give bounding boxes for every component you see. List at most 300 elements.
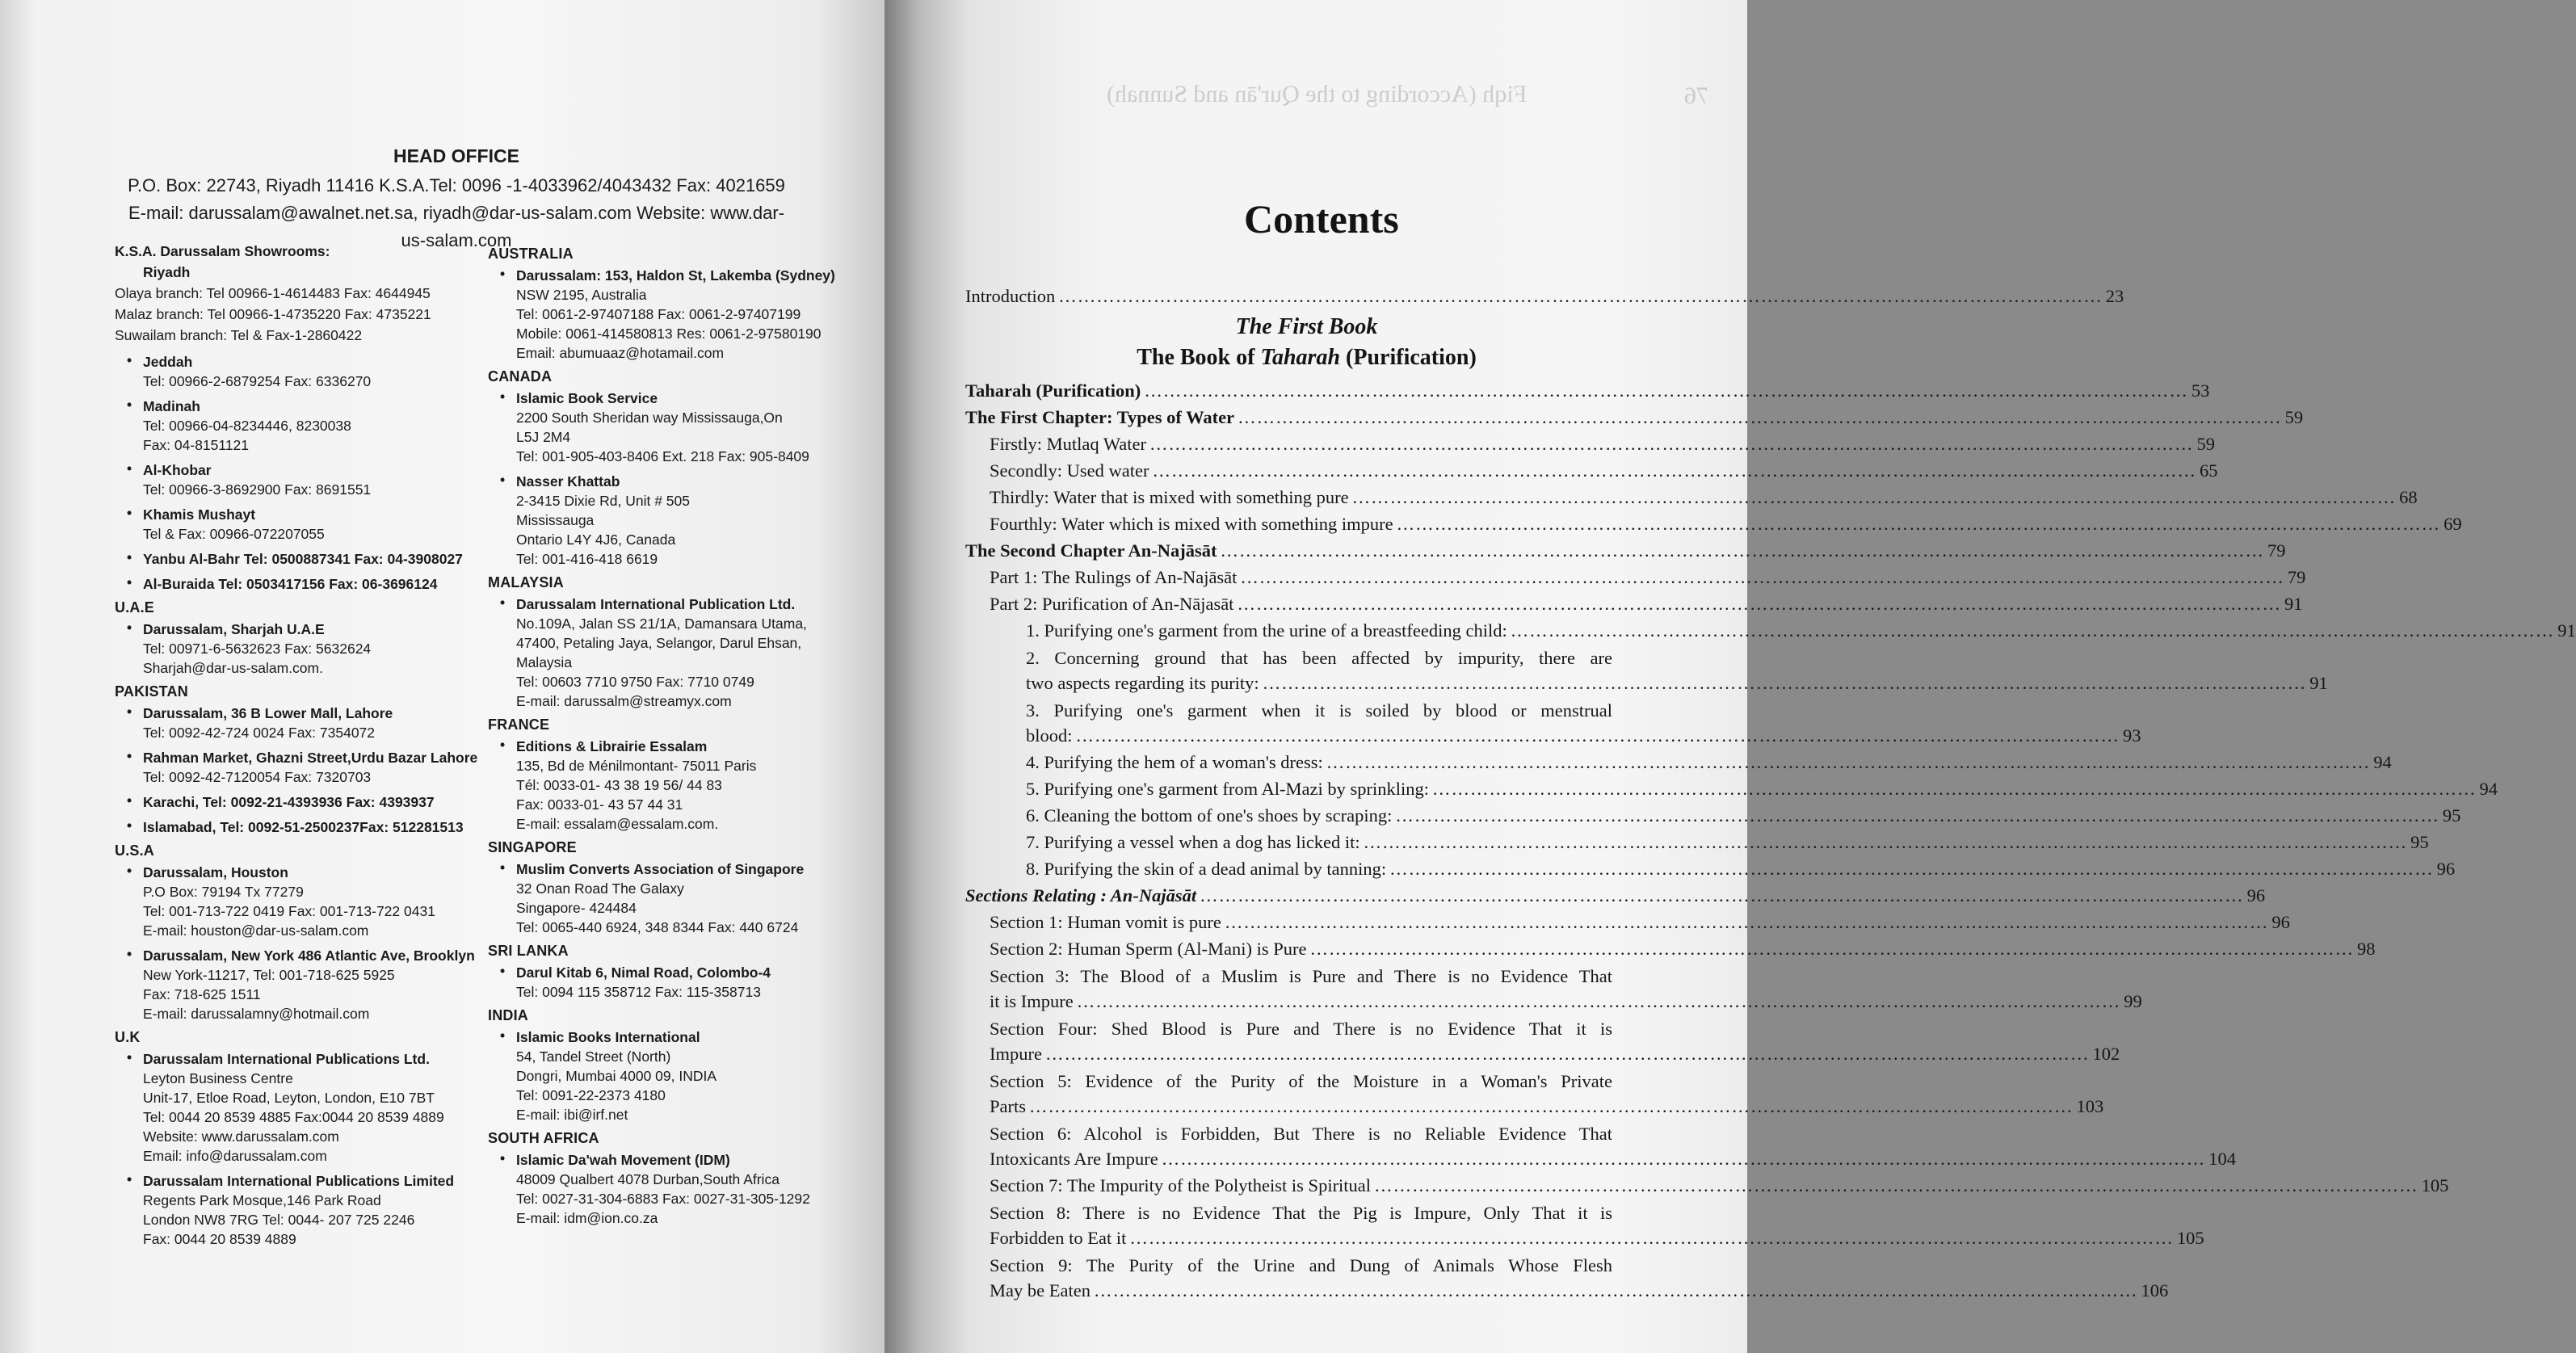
- toc-row: [990, 564, 2306, 590]
- toc-title: 7. Purifying a vessel when a dog has licked it:: [1026, 832, 1360, 852]
- toc-page: 91: [2284, 594, 2303, 614]
- entry-heading: Darussalam: 153, Haldon St, Lakemba (Sydney): [516, 267, 835, 284]
- toc-leader: …………………………………………………………………………………………………………………………………………………: [1200, 885, 2244, 906]
- entry-line: 2-3415 Dixie Rd, Unit # 505: [516, 493, 690, 509]
- toc-title: blood:: [1026, 725, 1073, 746]
- entry-heading: Darussalam, Houston: [143, 864, 288, 880]
- address-entry: [488, 389, 843, 466]
- south-africa-entries: [488, 1150, 843, 1228]
- entry-line: Tel: 0091-22-2373 4180: [516, 1087, 666, 1103]
- entry-line: Tel: 001-416-418 6619: [516, 551, 658, 567]
- entry-line: L5J 2M4: [516, 429, 571, 445]
- toc-page: 91: [2557, 620, 2576, 641]
- address-entry: [488, 1027, 843, 1124]
- toc-row: [1026, 855, 2456, 882]
- toc-entry[interactable]: [965, 1121, 2236, 1172]
- toc-title: Section 2: Human Sperm (Al-Mani) is Pure: [990, 939, 1307, 959]
- toc-leader: …………………………………………………………………………………………………………………………………………………: [1374, 1175, 2418, 1195]
- address-column-left: [115, 241, 478, 1254]
- toc-leader: …………………………………………………………………………………………………………………………………………………: [1144, 380, 2188, 401]
- entry-line[interactable]: Email: abumuaaz@hotamail.com: [516, 345, 725, 361]
- entry-line: P.O Box: 79194 Tx 77279: [143, 884, 304, 900]
- toc-entry[interactable]: [965, 1069, 2104, 1120]
- toc-page: 96: [2246, 885, 2266, 906]
- ksa-branch: Suwailam branch: Tel & Fax-1-2860422: [115, 327, 363, 343]
- entry-line: Tel: 0092-42-7120054 Fax: 7320703: [143, 769, 372, 785]
- entry-heading: Islamic Book Service: [516, 390, 658, 406]
- bullet-icon: •: [127, 817, 132, 834]
- entry-heading: Al-Buraida Tel: 0503417156 Fax: 06-3696124: [143, 576, 438, 592]
- address-entry: [115, 352, 478, 391]
- toc-page: 69: [2444, 514, 2462, 534]
- entry-line: Fax: 718-625 1511: [143, 986, 261, 1002]
- toc-leader: …………………………………………………………………………………………………………………………………………………: [1093, 1280, 2138, 1300]
- toc-title: Thirdly: Water that is mixed with something pure: [990, 487, 1349, 507]
- malaysia-entries: [488, 595, 843, 711]
- toc-page: 95: [2410, 832, 2429, 852]
- toc-row: [965, 377, 2210, 404]
- entry-heading: Islamic Da'wah Movement (IDM): [516, 1152, 730, 1168]
- toc-entry[interactable]: [965, 484, 2418, 511]
- toc-leader: …………………………………………………………………………………………………………………………………………………: [1161, 1149, 2206, 1169]
- toc-row: [1026, 775, 2498, 802]
- toc-entry[interactable]: [965, 457, 2218, 484]
- entry-line: Tél: 0033-01- 43 38 19 56/ 44 83: [516, 777, 722, 793]
- toc-row: [1026, 829, 2429, 855]
- book-subtitle-post: (Purification): [1340, 345, 1477, 370]
- toc-title: two aspects regarding its purity:: [1026, 673, 1259, 693]
- toc-page: 103: [2076, 1096, 2104, 1116]
- toc-entry[interactable]: [965, 829, 2429, 855]
- bullet-icon: •: [127, 620, 132, 636]
- book-title: The First Book: [1235, 314, 1378, 339]
- toc-leader: …………………………………………………………………………………………………………………………………………………: [1238, 407, 2282, 427]
- toc-row: [1026, 723, 2141, 749]
- toc-row: [990, 1225, 2204, 1251]
- entry-line[interactable]: Sharjah@dar-us-salam.com.: [143, 660, 323, 676]
- address-entry: [115, 460, 478, 499]
- toc-title: Parts: [990, 1096, 1026, 1116]
- toc-entry[interactable]: [965, 431, 2216, 457]
- entry-heading: Darussalam, Sharjah U.A.E: [143, 621, 325, 637]
- entry-line: Singapore- 424484: [516, 900, 637, 916]
- entry-line: Tel: 001-905-403-8406 Ext. 218 Fax: 905-8409: [516, 448, 809, 464]
- address-entry: [115, 397, 478, 455]
- entry-line[interactable]: Website: www.darussalam.com: [143, 1128, 339, 1145]
- address-entry: [488, 1150, 843, 1228]
- toc-row: [990, 1278, 2169, 1304]
- bullet-icon: •: [500, 472, 506, 488]
- toc-entry[interactable]: [965, 935, 2376, 962]
- entry-line: Leyton Business Centre: [143, 1070, 293, 1086]
- toc-entry[interactable]: [965, 404, 2304, 431]
- toc-entry[interactable]: [965, 1200, 2204, 1251]
- toc-title-first-line: Section 3: The Blood of a Muslim is Pure and There is no Evidence That: [990, 966, 1612, 986]
- toc-title: The First Chapter: Types of Water: [965, 407, 1235, 427]
- toc-row: [990, 1146, 2236, 1172]
- region-title: U.A.E: [115, 599, 155, 616]
- pakistan-entries: [115, 704, 478, 837]
- toc-row: [965, 404, 2304, 431]
- toc-leader: …………………………………………………………………………………………………………………………………………………: [1152, 460, 2196, 481]
- entry-heading: Darussalam International Publications Ltd.: [143, 1051, 430, 1067]
- toc-page: 79: [2287, 567, 2306, 587]
- region-title: MALAYSIA: [488, 574, 564, 590]
- entry-line: 54, Tandel Street (North): [516, 1048, 671, 1065]
- toc-title-first-line: 2. Concerning ground that has been affected by impurity, there are: [1026, 648, 1612, 668]
- address-entry: [115, 505, 478, 544]
- toc-title-first-line: 3. Purifying one's garment when it is soiled by blood or menstrual: [1026, 700, 1612, 721]
- entry-line: Regents Park Mosque,146 Park Road: [143, 1192, 381, 1208]
- entry-heading: Darussalam, New York 486 Atlantic Ave, Brooklyn: [143, 948, 475, 964]
- toc-entry[interactable]: [965, 775, 2498, 802]
- address-column-right: [488, 241, 843, 1233]
- sri-lanka-entries: [488, 963, 843, 1002]
- india-entries: [488, 1027, 843, 1124]
- entry-line: No.109A, Jalan SS 21/1A, Damansara Utama,: [516, 616, 807, 632]
- bullet-icon: •: [127, 505, 132, 521]
- toc-title: 1. Purifying one's garment from the urine of a breastfeeding child:: [1026, 620, 1507, 641]
- entry-line: Tel: 00966-3-8692900 Fax: 8691551: [143, 481, 372, 498]
- entry-heading: Khamis Mushayt: [143, 506, 256, 523]
- address-entry: [488, 472, 843, 569]
- entry-line: NSW 2195, Australia: [516, 287, 647, 303]
- entry-line: Tel: 0092-42-724 0024 Fax: 7354072: [143, 725, 376, 741]
- toc-row: [990, 511, 2462, 537]
- toc-title-first-line: Section 8: There is no Evidence That the Pig is Impure, Only That it is: [990, 1203, 1612, 1223]
- toc-title: 5. Purifying one's garment from Al-Mazi by sprinkling:: [1026, 779, 1429, 799]
- entry-heading: Jeddah: [143, 354, 193, 370]
- bullet-icon: •: [127, 863, 132, 879]
- toc-row: [990, 484, 2418, 511]
- region-title: CANADA: [488, 368, 553, 384]
- bullet-icon: •: [127, 748, 132, 764]
- entry-line: 135, Bd de Ménilmontant- 75011 Paris: [516, 758, 757, 774]
- entry-line: Unit-17, Etloe Road, Leyton, London, E10 7BT: [143, 1090, 435, 1106]
- toc-leader: …………………………………………………………………………………………………………………………………………………: [1395, 805, 2439, 826]
- entry-line: Tel: 001-713-722 0419 Fax: 001-713-722 0431: [143, 903, 435, 919]
- toc-title: May be Eaten: [990, 1280, 1090, 1300]
- toc-page: 99: [2124, 991, 2142, 1011]
- toc-entry[interactable]: [965, 377, 2210, 404]
- toc-title-first-line: Section 6: Alcohol is Forbidden, But There is no Reliable Evidence That: [990, 1124, 1612, 1144]
- entry-heading: Islamabad, Tel: 0092-51-2500237Fax: 512281513: [143, 819, 464, 835]
- bleed-through-page-number: 76: [1684, 82, 1708, 109]
- toc-leader: …………………………………………………………………………………………………………………………………………………: [1389, 859, 2434, 879]
- toc-entry[interactable]: [965, 1172, 2449, 1199]
- toc-title: 4. Purifying the hem of a woman's dress:: [1026, 752, 1323, 772]
- entry-heading: Darussalam, 36 B Lower Mall, Lahore: [143, 705, 393, 721]
- toc-page: 23: [2105, 286, 2124, 306]
- entry-heading: Darul Kitab 6, Nimal Road, Colombo-4: [516, 964, 771, 981]
- address-entry: [115, 574, 478, 594]
- toc-title: Secondly: Used water: [990, 460, 1149, 481]
- entry-line: Mobile: 0061-414580813 Res: 0061-2-97580190: [516, 326, 822, 342]
- toc-entry[interactable]: [965, 964, 2142, 1015]
- toc-page: 95: [2442, 805, 2461, 826]
- entry-line: Tel: 0027-31-304-6883 Fax: 0027-31-305-1292: [516, 1191, 810, 1207]
- france-entries: [488, 737, 843, 834]
- entry-line: Ontario L4Y 4J6, Canada: [516, 532, 676, 548]
- toc-leader: …………………………………………………………………………………………………………………………………………………: [1326, 752, 2371, 772]
- ksa-entries: [115, 352, 478, 594]
- entry-line: Tel & Fax: 00966-072207055: [143, 526, 325, 542]
- toc-leader: …………………………………………………………………………………………………………………………………………………: [1237, 594, 2281, 614]
- toc-leader: …………………………………………………………………………………………………………………………………………………: [1240, 567, 2284, 587]
- toc-leader: …………………………………………………………………………………………………………………………………………………: [1262, 673, 2307, 693]
- toc-title-first-line: Section 9: The Purity of the Urine and Dung of Animals Whose Flesh: [990, 1255, 1612, 1275]
- entry-line[interactable]: E-mail: darussalamny@hotmail.com: [143, 1006, 370, 1022]
- toc-entry[interactable]: [965, 564, 2306, 590]
- address-entry: [488, 737, 843, 834]
- toc-page: 65: [2199, 460, 2218, 481]
- bullet-icon: •: [500, 737, 506, 753]
- region-title: U.K: [115, 1029, 141, 1045]
- entry-heading: Darussalam International Publication Ltd.: [516, 596, 796, 612]
- toc-entry[interactable]: [965, 645, 2328, 696]
- entry-line: Dongri, Mumbai 4000 09, INDIA: [516, 1068, 717, 1084]
- entry-heading: Islamic Books International: [516, 1029, 700, 1045]
- toc-row: [1026, 802, 2461, 829]
- ksa-branch: Malaz branch: Tel 00966-1-4735220 Fax: 4735221: [115, 306, 431, 322]
- entry-line[interactable]: E-mail: houston@dar-us-salam.com: [143, 922, 369, 939]
- book-subtitle-italic: Taharah: [1260, 345, 1341, 370]
- toc-row: [990, 590, 2303, 617]
- entry-line[interactable]: E-mail: essalam@essalam.com.: [516, 816, 719, 832]
- uk-entries: [115, 1049, 478, 1249]
- address-entry: [115, 748, 478, 787]
- toc-entry[interactable]: [965, 749, 2392, 775]
- address-entry: [488, 859, 843, 937]
- entry-line: 48009 Qualbert 4078 Durban,South Africa: [516, 1171, 780, 1187]
- toc-entry[interactable]: [965, 698, 2141, 749]
- toc-row: [965, 882, 2266, 909]
- canada-entries: [488, 389, 843, 569]
- bullet-icon: •: [500, 595, 506, 611]
- entry-line: Tel: 0061-2-97407188 Fax: 0061-2-97407199: [516, 306, 801, 322]
- address-entry: [115, 1049, 478, 1166]
- toc-list: [965, 377, 2576, 1304]
- toc-page: 98: [2356, 939, 2376, 959]
- toc-title: Section 7: The Impurity of the Polytheist is Spiritual: [990, 1175, 1372, 1195]
- entry-line[interactable]: E-mail: ibi@irf.net: [516, 1107, 628, 1123]
- entry-heading: Madinah: [143, 398, 200, 414]
- toc-page: 106: [2141, 1280, 2169, 1300]
- entry-heading: Rahman Market, Ghazni Street,Urdu Bazar Lahore: [143, 750, 478, 766]
- toc-row: [990, 431, 2216, 457]
- toc-page: 96: [2271, 912, 2290, 932]
- toc-row: [965, 537, 2286, 564]
- bullet-icon: •: [127, 1171, 132, 1187]
- bullet-icon: •: [500, 1150, 506, 1166]
- address-entry: [115, 1171, 478, 1249]
- ksa-showrooms: [115, 241, 478, 346]
- toc-row: [990, 1172, 2449, 1199]
- toc-page: 79: [2267, 540, 2286, 561]
- toc-page: 59: [2196, 434, 2216, 454]
- uae-entries: [115, 620, 478, 678]
- toc-leader: …………………………………………………………………………………………………………………………………………………: [1432, 779, 2477, 799]
- address-entry: [115, 946, 478, 1023]
- entry-heading: Nasser Khattab: [516, 473, 620, 490]
- toc-row: [990, 989, 2142, 1015]
- entry-line: Tel: 0094 115 358712 Fax: 115-358713: [516, 984, 761, 1000]
- toc-entry[interactable]: [965, 1016, 2120, 1067]
- book-subtitle: [965, 342, 1648, 374]
- toc-row: [990, 935, 2376, 962]
- bullet-icon: •: [500, 1027, 506, 1044]
- toc-title: Fourthly: Water which is mixed with something impure: [990, 514, 1393, 534]
- address-entry: [115, 704, 478, 742]
- toc-title: it is Impure: [990, 991, 1074, 1011]
- toc-row: [990, 1094, 2104, 1120]
- entry-line: Fax: 0044 20 8539 4889: [143, 1231, 296, 1247]
- toc-page: 105: [2421, 1175, 2449, 1195]
- book-subtitle-pre: The Book of: [1137, 345, 1261, 370]
- toc-leader: …………………………………………………………………………………………………………………………………………………: [1129, 1228, 2174, 1248]
- toc-row: [1026, 749, 2392, 775]
- head-office-title: HEAD OFFICE: [393, 145, 519, 166]
- region-title: PAKISTAN: [115, 683, 188, 700]
- usa-entries: [115, 863, 478, 1023]
- toc-row-introduction[interactable]: [965, 283, 2124, 309]
- bullet-icon: •: [127, 1049, 132, 1065]
- toc-page: 94: [2479, 779, 2498, 799]
- toc-title: Taharah (Purification): [965, 380, 1141, 401]
- entry-line: 2200 South Sheridan way Mississauga,On: [516, 410, 783, 426]
- toc-page: 104: [2208, 1149, 2236, 1169]
- toc-title: Introduction: [965, 286, 1056, 306]
- region-title: SINGAPORE: [488, 839, 577, 855]
- toc-title: 6. Cleaning the bottom of one's shoes by scraping:: [1026, 805, 1393, 826]
- entry-line: 47400, Petaling Jaya, Selangor, Darul Ehsan, Malaysia: [516, 635, 802, 670]
- toc-leader: …………………………………………………………………………………………………………………………………………………: [1075, 725, 2120, 746]
- head-office: [121, 145, 792, 254]
- toc-row: [1026, 670, 2328, 696]
- entry-line: Mississauga: [516, 512, 595, 528]
- toc-leader: …………………………………………………………………………………………………………………………………………………: [1510, 620, 2555, 641]
- toc-entry[interactable]: [965, 590, 2303, 617]
- region-title: FRANCE: [488, 716, 550, 733]
- bullet-icon: •: [127, 792, 132, 809]
- entry-line: Tel: 00603 7710 9750 Fax: 7710 0749: [516, 674, 754, 690]
- ksa-branch: Olaya branch: Tel 00966-1-4614483 Fax: 4644945: [115, 285, 431, 301]
- left-page: [0, 0, 885, 1353]
- toc-entry[interactable]: [965, 537, 2286, 564]
- bullet-icon: •: [127, 460, 132, 477]
- toc-entry[interactable]: [965, 909, 2290, 935]
- bullet-icon: •: [500, 389, 506, 405]
- toc-title: Section 1: Human vomit is pure: [990, 912, 1221, 932]
- toc-entry[interactable]: [965, 511, 2462, 537]
- toc-page: 68: [2399, 487, 2418, 507]
- toc-entry[interactable]: [965, 882, 2266, 909]
- toc-leader: …………………………………………………………………………………………………………………………………………………: [1224, 912, 2269, 932]
- entry-line[interactable]: Email: info@darussalam.com: [143, 1148, 327, 1164]
- bullet-icon: •: [127, 574, 132, 590]
- toc-leader: …………………………………………………………………………………………………………………………………………………: [1396, 514, 2441, 534]
- toc-title: 8. Purifying the skin of a dead animal by tanning:: [1026, 859, 1387, 879]
- toc-page: 105: [2176, 1228, 2204, 1248]
- bullet-icon: •: [127, 352, 132, 368]
- singapore-entries: [488, 859, 843, 937]
- entry-heading: Darussalam International Publications Limited: [143, 1173, 455, 1189]
- bleed-through-header: Fiqh (According to the Qur'ān and Sunnah): [1107, 81, 1528, 107]
- ksa-title: K.S.A. Darussalam Showrooms:: [115, 243, 330, 259]
- toc-title-first-line: Section Four: Shed Blood is Pure and There is no Evidence That it is: [990, 1019, 1612, 1039]
- head-office-contact: E-mail: darussalam@awalnet.net.sa, riyadh@dar-us-salam.com Website: www.dar-us-salam.com: [128, 203, 785, 250]
- toc-title-first-line: Section 5: Evidence of the Purity of the Moisture in a Woman's Private: [990, 1071, 1612, 1091]
- entry-heading: Editions & Librairie Essalam: [516, 738, 708, 754]
- contents-title: Contents: [1244, 196, 1399, 242]
- entry-line: London NW8 7RG Tel: 0044- 207 725 2246: [143, 1212, 415, 1228]
- address-entry: [115, 792, 478, 812]
- entry-line[interactable]: E-mail: idm@ion.co.za: [516, 1210, 658, 1226]
- entry-line: Tel: 00971-6-5632623 Fax: 5632624: [143, 641, 372, 657]
- toc-entry[interactable]: [965, 1253, 2169, 1304]
- address-entry: [488, 963, 843, 1002]
- entry-line: 32 Onan Road The Galaxy: [516, 880, 684, 897]
- bullet-icon: •: [127, 397, 132, 413]
- region-title: SRI LANKA: [488, 943, 569, 959]
- toc-leader: …………………………………………………………………………………………………………………………………………………: [1351, 487, 2397, 507]
- address-entry: [115, 863, 478, 940]
- entry-heading: Karachi, Tel: 0092-21-4393936 Fax: 4393937: [143, 794, 435, 810]
- toc-entry[interactable]: [965, 617, 2576, 644]
- toc-title: Intoxicants Are Impure: [990, 1149, 1158, 1169]
- toc-title: Forbidden to Eat it: [990, 1228, 1127, 1248]
- toc-title: The Second Chapter An-Najāsāt: [965, 540, 1217, 561]
- toc-row: [1026, 617, 2576, 644]
- toc-page: 59: [2284, 407, 2304, 427]
- region-title: U.S.A: [115, 842, 155, 859]
- toc-entry[interactable]: [965, 855, 2456, 882]
- entry-line: New York-11217, Tel: 001-718-625 5925: [143, 967, 395, 983]
- toc-title: Impure: [990, 1044, 1042, 1064]
- toc-page: 96: [2436, 859, 2456, 879]
- table-of-contents: [965, 283, 2576, 1304]
- toc-page: 94: [2373, 752, 2392, 772]
- address-entry: [115, 549, 478, 569]
- address-entry: [488, 595, 843, 711]
- toc-page: 102: [2092, 1044, 2120, 1064]
- entry-line: Tel: 00966-2-6879254 Fax: 6336270: [143, 373, 372, 389]
- toc-entry[interactable]: [965, 802, 2461, 829]
- toc-leader: …………………………………………………………………………………………………………………………………………………: [1044, 1044, 2090, 1064]
- ksa-city: Riyadh: [143, 264, 191, 280]
- toc-leader: …………………………………………………………………………………………………………………………………………………: [1220, 540, 2264, 561]
- toc-page: 93: [2123, 725, 2141, 746]
- entry-line[interactable]: E-mail: darussalm@streamyx.com: [516, 693, 732, 709]
- region-title: AUSTRALIA: [488, 246, 574, 262]
- toc-leader: …………………………………………………………………………………………………………………………………………………: [1309, 939, 2354, 959]
- toc-leader: …………………………………………………………………………………………………………………………………………………: [1363, 832, 2408, 852]
- head-office-address: P.O. Box: 22743, Riyadh 11416 K.S.A.Tel: 0096 -1-4033962/4043432 Fax: 4021659: [128, 175, 785, 195]
- toc-title: Part 2: Purification of An-Nājasāt: [990, 594, 1234, 614]
- toc-leader: …………………………………………………………………………………………………………………………………………………: [1029, 1096, 2074, 1116]
- entry-line: Fax: 04-8151121: [143, 437, 250, 453]
- toc-title: Part 1: The Rulings of An-Najāsāt: [990, 567, 1238, 587]
- toc-page: 91: [2309, 673, 2328, 693]
- entry-line: Tel: 0065-440 6924, 348 8344 Fax: 440 6724: [516, 919, 799, 935]
- bullet-icon: •: [127, 946, 132, 962]
- bullet-icon: •: [127, 704, 132, 720]
- bullet-icon: •: [500, 266, 506, 282]
- bullet-icon: •: [500, 859, 506, 876]
- address-entry: [488, 266, 843, 363]
- toc-leader: …………………………………………………………………………………………………………………………………………………: [1076, 991, 2121, 1011]
- bullet-icon: •: [500, 963, 506, 979]
